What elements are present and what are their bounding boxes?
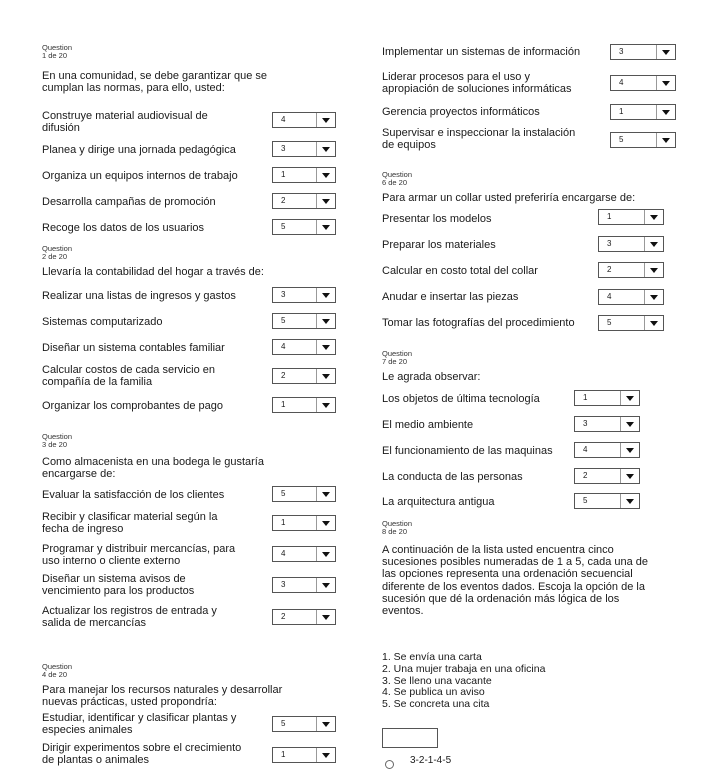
q3-option-3-select[interactable]: [272, 546, 336, 562]
q6-option-5-label: Tomar las fotografías del procedimiento: [382, 317, 575, 329]
chevron-down-icon[interactable]: [316, 547, 335, 561]
q5-option-3-value: 1: [619, 107, 624, 116]
q1-option-1-value: 4: [281, 115, 286, 124]
chevron-down-icon[interactable]: [316, 314, 335, 328]
q4-header-number: 4 de 20: [42, 670, 68, 679]
q1-option-4-value: 2: [281, 196, 286, 205]
chevron-down-icon[interactable]: [644, 263, 663, 277]
q4-option-2-label: Dirigir experimentos sobre el crecimiento: [42, 742, 242, 754]
q7-option-3-select[interactable]: [574, 442, 640, 458]
chevron-down-icon[interactable]: [316, 748, 335, 762]
q7-option-4-value: 2: [583, 471, 588, 480]
q2-header-label: Question: [42, 244, 73, 253]
q8-radio-option-label: 3-2-1-4-5: [410, 755, 452, 766]
q1-option-5-label: Recoge los datos de los usuarios: [42, 222, 205, 234]
q3-option-3-label: Programar y distribuir mercancías, para: [42, 543, 236, 555]
q1-option-5-value: 5: [281, 222, 286, 231]
q1-option-1-label: Construye material audiovisual de: [42, 110, 208, 122]
q5-option-3-label: Gerencia proyectos informáticos: [382, 106, 540, 118]
q8-radio-option[interactable]: [385, 760, 394, 769]
q6-option-5-value: 5: [607, 318, 612, 327]
q6-option-2-label: Preparar los materiales: [382, 239, 496, 251]
q2-option-4-value: 2: [281, 371, 286, 380]
q3-option-2-label: fecha de ingreso: [42, 523, 124, 535]
q1-option-4-select[interactable]: [272, 193, 336, 209]
q3-option-5-label: salida de mercancías: [42, 617, 146, 629]
q7-option-5-select[interactable]: [574, 493, 640, 509]
chevron-down-icon[interactable]: [620, 469, 639, 483]
chevron-down-icon[interactable]: [656, 133, 675, 147]
q1-header-number: 1 de 20: [42, 51, 68, 60]
q4-option-1-label: especies animales: [42, 724, 133, 736]
chevron-down-icon[interactable]: [620, 417, 639, 431]
q3-option-1-select[interactable]: [272, 486, 336, 502]
q8-event-item: 1. Se envía una carta: [382, 651, 482, 663]
q3-option-2-select[interactable]: [272, 515, 336, 531]
q1-prompt-line: cumplan las normas, para ello, usted:: [42, 82, 225, 94]
q2-option-5-label: Organizar los comprobantes de pago: [42, 400, 223, 412]
q2-option-2-label: Sistemas computarizado: [42, 316, 163, 328]
q1-option-3-label: Organiza un equipos internos de trabajo: [42, 170, 238, 182]
q5-option-1-select[interactable]: [610, 44, 676, 60]
q7-option-5-label: La arquitectura antigua: [382, 496, 495, 508]
q6-option-2-select[interactable]: [598, 236, 664, 252]
chevron-down-icon[interactable]: [656, 45, 675, 59]
q7-option-3-value: 4: [583, 445, 588, 454]
q2-option-1-value: 3: [281, 290, 286, 299]
q1-option-2-label: Planea y dirige una jornada pedagógica: [42, 144, 236, 156]
q2-option-1-label: Realizar una listas de ingresos y gastos: [42, 290, 236, 302]
q7-option-1-value: 1: [583, 393, 588, 402]
q7-prompt-line: Le agrada observar:: [382, 371, 481, 383]
chevron-down-icon[interactable]: [316, 220, 335, 234]
q6-option-3-select[interactable]: [598, 262, 664, 278]
q7-option-2-select[interactable]: [574, 416, 640, 432]
q8-prompt-line: diferente de los eventos dados. Escoja la opción de la: [382, 580, 645, 593]
q6-option-1-select[interactable]: [598, 209, 664, 225]
chevron-down-icon[interactable]: [316, 398, 335, 412]
q7-header-number: 7 de 20: [382, 357, 408, 366]
q8-prompt-line: eventos.: [382, 605, 424, 617]
q6-option-4-value: 4: [607, 292, 612, 301]
q1-option-5-select[interactable]: [272, 219, 336, 235]
chevron-down-icon[interactable]: [316, 340, 335, 354]
q3-option-1-label: Evaluar la satisfacción de los clientes: [42, 489, 225, 501]
q1-option-4-label: Desarrolla campañas de promoción: [42, 196, 216, 208]
q7-option-4-label: La conducta de las personas: [382, 471, 523, 483]
q5-option-1-label: Implementar un sistemas de información: [382, 46, 581, 58]
q4-prompt-line: Para manejar los recursos naturales y desarrollar: [42, 684, 283, 696]
q5-option-4-select[interactable]: [610, 132, 676, 148]
q3-prompt-line: Como almacenista en una bodega le gustaría: [42, 456, 264, 468]
q8-prompt-line: A continuación de la lista usted encuentra cinco: [382, 544, 614, 556]
chevron-down-icon[interactable]: [620, 494, 639, 508]
q6-option-5-select[interactable]: [598, 315, 664, 331]
q7-option-5-value: 5: [583, 496, 588, 505]
q4-header-label: Question: [42, 662, 73, 671]
q2-option-2-value: 5: [281, 316, 286, 325]
q4-option-1-select[interactable]: [272, 716, 336, 732]
q3-option-5-label: Actualizar los registros de entrada y: [42, 605, 217, 617]
q3-option-4-label: Diseñar un sistema avisos de: [42, 573, 186, 585]
q4-option-2-select[interactable]: [272, 747, 336, 763]
q8-event-item: 2. Una mujer trabaja en una oficina: [382, 662, 546, 675]
chevron-down-icon[interactable]: [656, 105, 675, 119]
q3-option-3-label: uso interno o cliente externo: [42, 555, 181, 567]
chevron-down-icon[interactable]: [316, 168, 335, 182]
q2-option-4-select[interactable]: [272, 368, 336, 384]
chevron-down-icon[interactable]: [316, 194, 335, 208]
q2-option-5-select[interactable]: [272, 397, 336, 413]
q7-option-1-label: Los objetos de última tecnología: [382, 393, 540, 405]
chevron-down-icon[interactable]: [316, 610, 335, 624]
q3-option-5-value: 2: [281, 612, 286, 621]
q8-prompt-line: sucesión que dé la ordenación más lógica de los: [382, 592, 620, 605]
q6-option-1-label: Presentar los modelos: [382, 213, 492, 225]
q6-header-number: 6 de 20: [382, 178, 408, 187]
q5-option-2-label: apropiación de soluciones informáticas: [382, 83, 572, 95]
q7-option-1-select[interactable]: [574, 390, 640, 406]
chevron-down-icon[interactable]: [644, 210, 663, 224]
chevron-down-icon[interactable]: [644, 316, 663, 330]
q1-option-1-select[interactable]: [272, 112, 336, 128]
chevron-down-icon[interactable]: [316, 516, 335, 530]
q1-header-label: Question: [42, 43, 73, 52]
q3-header-number: 3 de 20: [42, 440, 68, 449]
q3-option-1-value: 5: [281, 489, 286, 498]
q1-option-1-label: difusión: [42, 122, 80, 134]
q5-option-2-select[interactable]: [610, 75, 676, 91]
q6-prompt-line: Para armar un collar usted preferiría encargarse de:: [382, 192, 636, 204]
q5-option-3-select[interactable]: [610, 104, 676, 120]
q2-option-5-value: 1: [281, 400, 286, 409]
q2-header-number: 2 de 20: [42, 252, 68, 261]
q3-option-3-value: 4: [281, 549, 286, 558]
q2-option-2-select[interactable]: [272, 313, 336, 329]
q4-option-1-label: Estudiar, identificar y clasificar plantas y: [42, 712, 237, 724]
q8-header-label: Question: [382, 519, 413, 528]
q3-option-5-select[interactable]: [272, 609, 336, 625]
q5-option-2-label: Liderar procesos para el uso y: [382, 71, 530, 83]
q3-option-2-label: Recibir y clasificar material según la: [42, 511, 218, 523]
q6-option-3-label: Calcular en costo total del collar: [382, 265, 538, 277]
chevron-down-icon[interactable]: [316, 142, 335, 156]
q3-header-label: Question: [42, 432, 73, 441]
q5-option-2-value: 4: [619, 78, 624, 87]
q8-header-number: 8 de 20: [382, 527, 408, 536]
q7-option-4-select[interactable]: [574, 468, 640, 484]
q6-option-2-value: 3: [607, 239, 612, 248]
q4-option-1-value: 5: [281, 719, 286, 728]
q3-option-4-select[interactable]: [272, 577, 336, 593]
q3-prompt-line: encargarse de:: [42, 468, 116, 480]
chevron-down-icon[interactable]: [644, 290, 663, 304]
q7-option-2-value: 3: [583, 419, 588, 428]
q2-option-4-label: compañía de la familia: [42, 376, 153, 388]
q6-option-3-value: 2: [607, 265, 612, 274]
q1-option-2-select[interactable]: [272, 141, 336, 157]
q2-option-1-select[interactable]: [272, 287, 336, 303]
q6-option-4-label: Anudar e insertar las piezas: [382, 291, 519, 303]
q1-option-2-value: 3: [281, 144, 286, 153]
q5-option-4-value: 5: [619, 135, 624, 144]
q8-answer-input[interactable]: [382, 728, 438, 748]
q3-option-2-value: 1: [281, 518, 286, 527]
chevron-down-icon[interactable]: [316, 369, 335, 383]
q8-prompt-line: las opciones representa una ordenación secuencial: [382, 568, 633, 581]
q1-option-3-select[interactable]: [272, 167, 336, 183]
q6-header-label: Question: [382, 170, 413, 179]
chevron-down-icon[interactable]: [620, 443, 639, 457]
q6-option-4-select[interactable]: [598, 289, 664, 305]
chevron-down-icon[interactable]: [316, 487, 335, 501]
q3-option-4-label: vencimiento para los productos: [42, 585, 195, 597]
q8-event-item: 3. Se lleno una vacante: [382, 674, 492, 687]
q2-option-3-value: 4: [281, 342, 286, 351]
chevron-down-icon[interactable]: [316, 113, 335, 127]
q8-prompt-line: sucesiones posibles numeradas de 1 a 5, cada una de: [382, 556, 649, 569]
q4-prompt-line: nuevas prácticas, usted propondría:: [42, 696, 217, 708]
q2-prompt-line: Llevaría la contabilidad del hogar a través de:: [42, 266, 264, 278]
chevron-down-icon[interactable]: [656, 76, 675, 90]
q8-event-item: 4. Se publica un aviso: [382, 686, 485, 699]
q5-option-4-label: Supervisar e inspeccionar la instalación: [382, 127, 576, 139]
chevron-down-icon[interactable]: [316, 578, 335, 592]
q2-option-3-label: Diseñar un sistema contables familiar: [42, 342, 225, 354]
q6-option-1-value: 1: [607, 212, 612, 221]
q7-option-2-label: El medio ambiente: [382, 419, 474, 431]
q2-option-3-select[interactable]: [272, 339, 336, 355]
q7-option-3-label: El funcionamiento de las maquinas: [382, 445, 553, 457]
q4-option-2-value: 1: [281, 750, 286, 759]
chevron-down-icon[interactable]: [620, 391, 639, 405]
chevron-down-icon[interactable]: [316, 717, 335, 731]
q5-option-4-label: de equipos: [382, 139, 436, 151]
q8-event-item: 5. Se concreta una cita: [382, 698, 490, 711]
chevron-down-icon[interactable]: [644, 237, 663, 251]
chevron-down-icon[interactable]: [316, 288, 335, 302]
q3-option-4-value: 3: [281, 580, 286, 589]
q5-option-1-value: 3: [619, 47, 624, 56]
q4-option-2-label: de plantas o animales: [42, 754, 150, 766]
q2-option-4-label: Calcular costos de cada servicio en: [42, 364, 216, 376]
q1-option-3-value: 1: [281, 170, 286, 179]
q7-header-label: Question: [382, 349, 413, 358]
q1-prompt-line: En una comunidad, se debe garantizar que se: [42, 70, 268, 82]
